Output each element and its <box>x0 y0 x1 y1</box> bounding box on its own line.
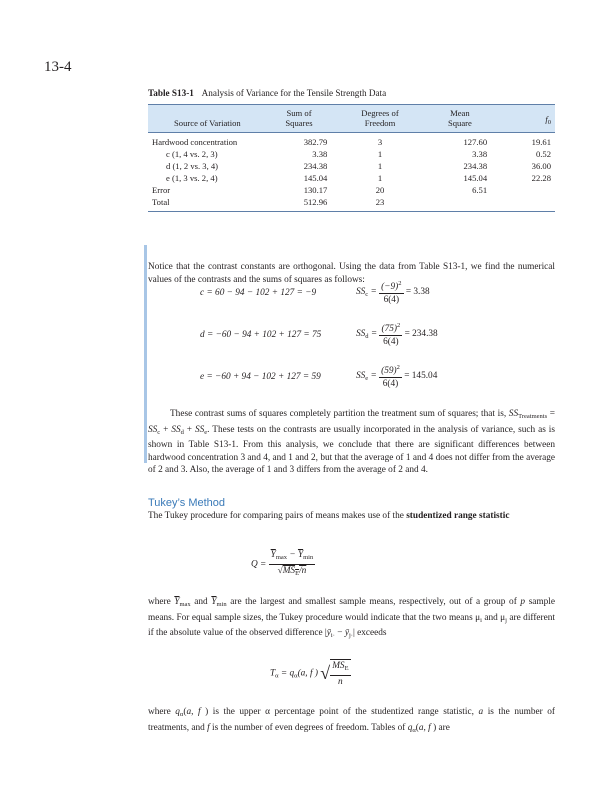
cell-degrees-freedom: 23 <box>375 196 385 207</box>
cell-degrees-freedom: 20 <box>375 184 385 195</box>
cell-source: d (1, 2 vs. 3, 4) <box>166 160 219 171</box>
table-caption <box>148 88 386 98</box>
table-row <box>148 148 555 160</box>
cell-degrees-freedom: 3 <box>377 136 383 147</box>
paragraph-tukey: The Tukey procedure for comparing pairs of means makes use of the studentized range statistic <box>148 511 510 521</box>
header-degrees-freedom: Degrees of Freedom <box>331 105 428 133</box>
paragraph-partition: These contrast sums of squares completely partition the treatment sum of squares; that is, $SS_{Treatments} = SS_c + SS_d + SS_e$. These tests on the contrasts are usually incorporated in the analysis of variance, such as is shown in Table S13-1. From this analysis, we conclude that there are significant differences between hardwood concentration 3 and 4, and 1 and 2, but that the average of 1 and 4 does not differ from the average of 2 and 3. Also, the average of 1 and 3 differs from the average of 2 and 4. <box>148 409 555 476</box>
cell-sum-squares: 145.04 <box>303 172 328 183</box>
table-row <box>148 196 555 212</box>
anova-table <box>148 104 555 212</box>
margin-bar <box>144 245 147 463</box>
cell-sum-squares: 3.38 <box>312 148 328 159</box>
equation-ss-c: $SS_c$ = $\frac{(-9)^2}{6(4)}$ = 3.38 <box>356 280 430 305</box>
cell-mean-square: 234.38 <box>463 160 488 171</box>
cell-source: Hardwood concentration <box>152 136 238 147</box>
header-sum-squares: Sum of Squares <box>267 105 332 133</box>
cell-mean-square <box>429 196 492 212</box>
cell-mean-square: 127.60 <box>463 136 488 147</box>
table-row <box>148 184 555 196</box>
cell-degrees-freedom: 1 <box>377 172 383 183</box>
cell-source: e (1, 3 vs. 2, 4) <box>166 172 218 183</box>
equation-c: c = 60 − 94 − 102 + 127 = −9 <box>200 288 317 298</box>
equation-e: e = −60 + 94 − 102 + 127 = 59 <box>200 372 321 382</box>
paragraph-tukey-detail: where $\overline{Y}_{max}$ and $\overline{Y}_{min}$ are the largest and smallest sample means, respectively, out of a group of p sample means. For equal sample sizes, the Tukey procedure would indicate that the two means $\mu_i$ and $\mu_j$ are different if the absolute value of the observed difference $|ȳ_{i\cdot}$ − $ȳ_{j\cdot}|$ exceeds <box>148 597 556 640</box>
table-label: Table S13-1 <box>148 88 194 98</box>
page-number: 13-4 <box>44 59 72 75</box>
table-row <box>148 132 555 148</box>
cell-source: Error <box>152 184 171 195</box>
cell-sum-squares: 234.38 <box>303 160 328 171</box>
cell-sum-squares: 512.96 <box>303 196 328 207</box>
cell-f0: 22.28 <box>531 172 551 183</box>
table-row <box>148 160 555 172</box>
header-source: Source of Variation <box>148 105 267 133</box>
table-title: Analysis of Variance for the Tensile Strength Data <box>201 88 387 98</box>
equation-t-alpha: $T_\alpha = q_\alpha(a$, f ) √ $\frac{MS_E}{n}$ <box>270 661 349 687</box>
cell-degrees-freedom: 1 <box>377 160 383 171</box>
cell-sum-squares: 382.79 <box>303 136 328 147</box>
equation-q: Q = $\frac{\overline{Y}_{max} - \overline{Y}_{min}}{√MS_E/n}$ <box>251 550 314 577</box>
equation-ss-d: $SS_d$ = $\frac{(75)^2}{6(4)}$ = 234.38 <box>356 322 438 347</box>
cell-source: c (1, 4 vs. 2, 3) <box>166 148 218 159</box>
header-mean-square: Mean Square <box>429 105 492 133</box>
cell-degrees-freedom: 1 <box>377 148 383 159</box>
cell-mean-square: 3.38 <box>472 148 488 159</box>
paragraph-contrasts: Notice that the contrast constants are orthogonal. Using the data from Table S13-1, we find the numerical values of the contrasts and the sums of squares as follows: <box>148 262 555 285</box>
equation-d: d = −60 − 94 + 102 + 127 = 75 <box>200 330 322 340</box>
cell-f0 <box>491 184 555 196</box>
cell-f0: 19.61 <box>531 136 551 147</box>
cell-mean-square: 6.51 <box>472 184 488 195</box>
cell-sum-squares: 130.17 <box>303 184 328 195</box>
cell-f0 <box>491 196 555 212</box>
equation-ss-e: $SS_e$ = $\frac{(59)^2}{6(4)}$ = 145.04 <box>356 364 438 389</box>
table-row <box>148 172 555 184</box>
section-heading-tukey: Tukey’s Method <box>148 497 226 509</box>
cell-mean-square: 145.04 <box>463 172 488 183</box>
cell-f0: 0.52 <box>535 148 551 159</box>
cell-f0: 36.00 <box>531 160 551 171</box>
cell-source: Total <box>152 196 170 207</box>
header-f0: $f_0$ <box>491 105 555 133</box>
paragraph-where-q: where $q_\alpha(a$, f ) is the upper α percentage point of the studentized range statistic, a is the number of treatments, and f is the number of even degrees of freedom. Tables of $q_\alpha(a$, f ) are <box>148 707 556 734</box>
